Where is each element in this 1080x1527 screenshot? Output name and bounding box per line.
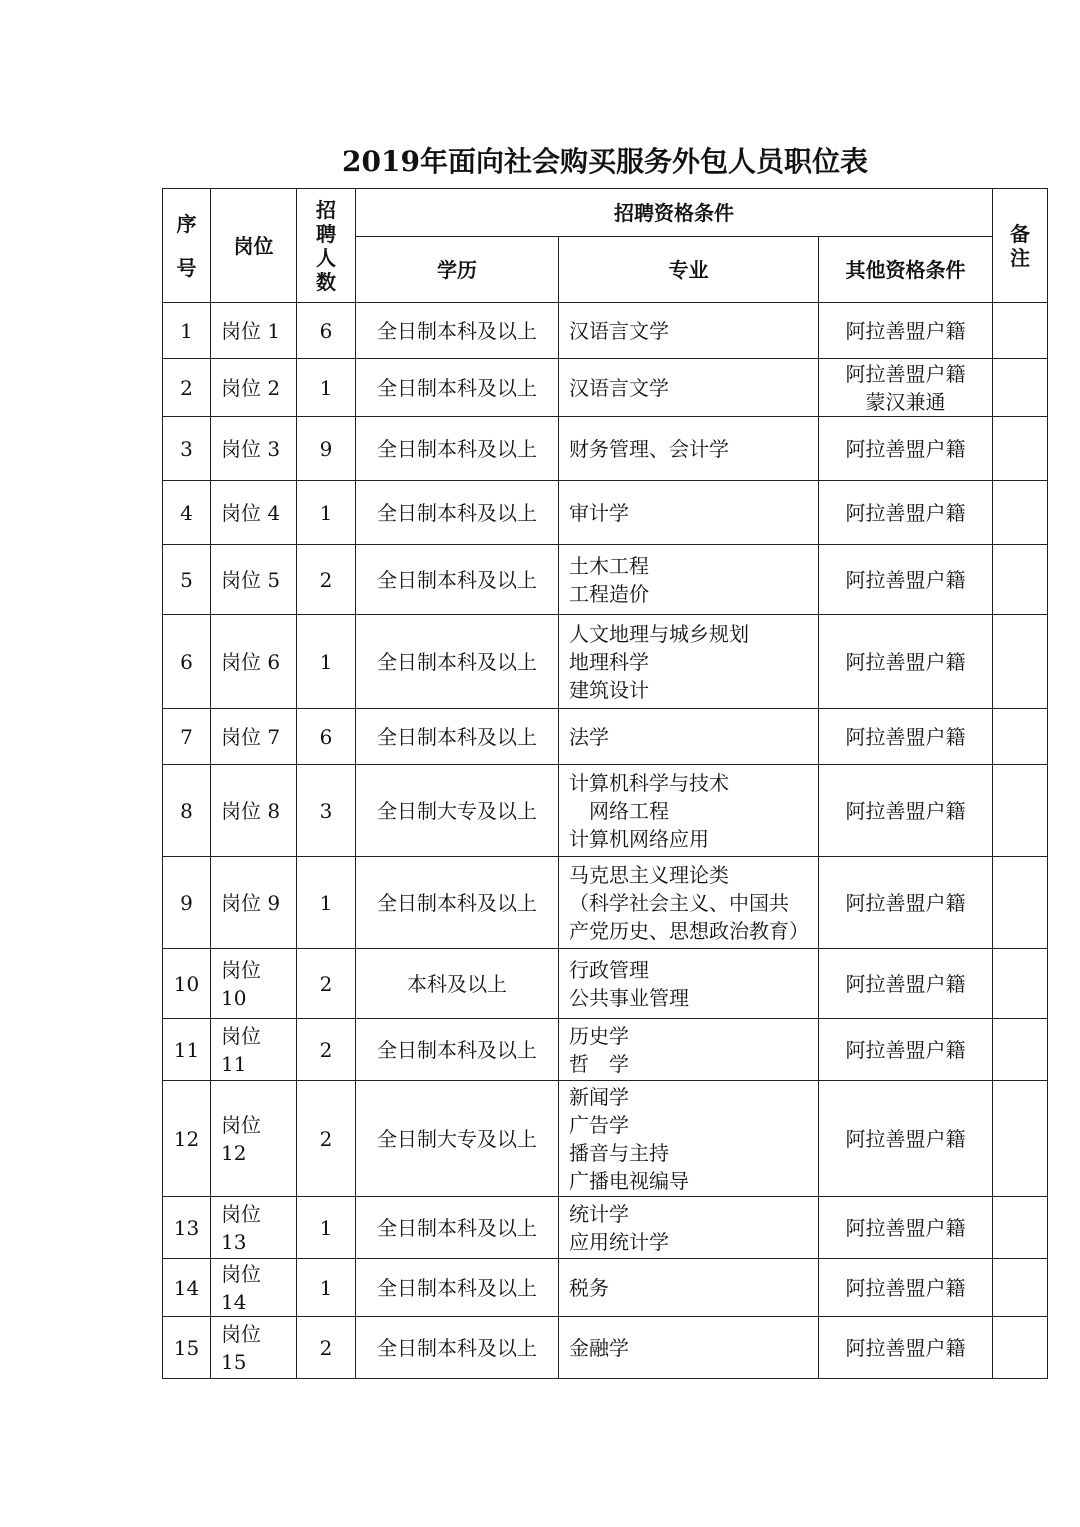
- cell-count: 1: [297, 1259, 356, 1317]
- cell-education: 全日制本科及以上: [356, 1197, 559, 1259]
- cell-other: 阿拉善盟户籍: [819, 545, 993, 615]
- cell-post: 岗位 9: [211, 857, 297, 949]
- cell-post: 岗位 1: [211, 303, 297, 359]
- cell-other: 阿拉善盟户籍: [819, 615, 993, 709]
- cell-remark: [993, 303, 1048, 359]
- table-row: [163, 545, 1048, 615]
- table-row: [163, 1019, 1048, 1081]
- cell-major: 马克思主义理论类 （科学社会主义、中国共 产党历史、思想政治教育）: [559, 857, 819, 949]
- cell-other: 阿拉善盟户籍 蒙汉兼通: [819, 359, 993, 417]
- cell-no: 11: [163, 1019, 211, 1081]
- table-row: [163, 857, 1048, 949]
- cell-no: 15: [163, 1317, 211, 1379]
- cell-major: 行政管理 公共事业管理: [559, 949, 819, 1019]
- cell-remark: [993, 857, 1048, 949]
- table-row: [163, 481, 1048, 545]
- cell-education: 全日制本科及以上: [356, 857, 559, 949]
- cell-major: 税务: [559, 1259, 819, 1317]
- header-row-1: [163, 189, 1048, 237]
- cell-post: 岗位 8: [211, 765, 297, 857]
- header-other: 其他资格条件: [819, 237, 993, 303]
- cell-major: 人文地理与城乡规划 地理科学 建筑设计: [559, 615, 819, 709]
- cell-education: 本科及以上: [356, 949, 559, 1019]
- cell-post: 岗位 2: [211, 359, 297, 417]
- cell-education: 全日制大专及以上: [356, 765, 559, 857]
- cell-major: 金融学: [559, 1317, 819, 1379]
- cell-post: 岗位 7: [211, 709, 297, 765]
- cell-count: 1: [297, 615, 356, 709]
- header-conditions: 招聘资格条件: [356, 189, 993, 237]
- table-row: [163, 303, 1048, 359]
- cell-major: 土木工程 工程造价: [559, 545, 819, 615]
- cell-major: 汉语言文学: [559, 359, 819, 417]
- table-row: [163, 765, 1048, 857]
- cell-remark: [993, 615, 1048, 709]
- cell-other: 阿拉善盟户籍: [819, 417, 993, 481]
- cell-education: 全日制本科及以上: [356, 303, 559, 359]
- cell-no: 4: [163, 481, 211, 545]
- table-row: [163, 615, 1048, 709]
- positions-table: [162, 188, 1048, 1379]
- cell-post: 岗位 12: [211, 1081, 297, 1197]
- cell-count: 2: [297, 545, 356, 615]
- cell-remark: [993, 481, 1048, 545]
- cell-no: 6: [163, 615, 211, 709]
- cell-no: 2: [163, 359, 211, 417]
- cell-other: 阿拉善盟户籍: [819, 1019, 993, 1081]
- cell-education: 全日制大专及以上: [356, 1081, 559, 1197]
- table-row: [163, 417, 1048, 481]
- table-row: [163, 1259, 1048, 1317]
- cell-remark: [993, 765, 1048, 857]
- cell-count: 2: [297, 1081, 356, 1197]
- cell-post: 岗位 11: [211, 1019, 297, 1081]
- cell-count: 1: [297, 1197, 356, 1259]
- cell-count: 6: [297, 303, 356, 359]
- cell-other: 阿拉善盟户籍: [819, 1259, 993, 1317]
- cell-education: 全日制本科及以上: [356, 615, 559, 709]
- cell-major: 历史学 哲 学: [559, 1019, 819, 1081]
- cell-count: 1: [297, 481, 356, 545]
- cell-education: 全日制本科及以上: [356, 1019, 559, 1081]
- cell-count: 6: [297, 709, 356, 765]
- table-row: [163, 709, 1048, 765]
- cell-no: 1: [163, 303, 211, 359]
- page-title: 2019年面向社会购买服务外包人员职位表: [342, 145, 868, 178]
- header-remark: 备 注: [993, 189, 1048, 303]
- cell-education: 全日制本科及以上: [356, 417, 559, 481]
- cell-other: 阿拉善盟户籍: [819, 1317, 993, 1379]
- cell-count: 9: [297, 417, 356, 481]
- cell-other: 阿拉善盟户籍: [819, 481, 993, 545]
- cell-remark: [993, 1081, 1048, 1197]
- header-education: 学历: [356, 237, 559, 303]
- cell-post: 岗位 13: [211, 1197, 297, 1259]
- cell-education: 全日制本科及以上: [356, 1317, 559, 1379]
- header-no: 序 号: [163, 189, 211, 303]
- cell-other: 阿拉善盟户籍: [819, 949, 993, 1019]
- cell-other: 阿拉善盟户籍: [819, 1197, 993, 1259]
- cell-post: 岗位 4: [211, 481, 297, 545]
- cell-post: 岗位 15: [211, 1317, 297, 1379]
- cell-major: 新闻学 广告学 播音与主持 广播电视编导: [559, 1081, 819, 1197]
- cell-major: 审计学: [559, 481, 819, 545]
- cell-remark: [993, 417, 1048, 481]
- cell-count: 2: [297, 1317, 356, 1379]
- cell-no: 10: [163, 949, 211, 1019]
- cell-post: 岗位 5: [211, 545, 297, 615]
- cell-education: 全日制本科及以上: [356, 545, 559, 615]
- cell-remark: [993, 949, 1048, 1019]
- cell-count: 2: [297, 949, 356, 1019]
- cell-no: 13: [163, 1197, 211, 1259]
- table-body: [163, 303, 1048, 1379]
- header-count: 招 聘 人 数: [297, 189, 356, 303]
- table-row: [163, 949, 1048, 1019]
- table-row: [163, 1317, 1048, 1379]
- cell-post: 岗位 10: [211, 949, 297, 1019]
- cell-education: 全日制本科及以上: [356, 481, 559, 545]
- cell-no: 7: [163, 709, 211, 765]
- cell-count: 1: [297, 857, 356, 949]
- cell-other: 阿拉善盟户籍: [819, 709, 993, 765]
- cell-count: 2: [297, 1019, 356, 1081]
- header-major: 专业: [559, 237, 819, 303]
- cell-count: 1: [297, 359, 356, 417]
- cell-post: 岗位 3: [211, 417, 297, 481]
- cell-education: 全日制本科及以上: [356, 359, 559, 417]
- cell-education: 全日制本科及以上: [356, 1259, 559, 1317]
- table-row: [163, 359, 1048, 417]
- cell-education: 全日制本科及以上: [356, 709, 559, 765]
- cell-no: 12: [163, 1081, 211, 1197]
- cell-no: 9: [163, 857, 211, 949]
- cell-major: 汉语言文学: [559, 303, 819, 359]
- header-post: 岗位: [211, 189, 297, 303]
- cell-major: 计算机科学与技术 网络工程 计算机网络应用: [559, 765, 819, 857]
- cell-remark: [993, 1259, 1048, 1317]
- cell-other: 阿拉善盟户籍: [819, 303, 993, 359]
- cell-major: 法学: [559, 709, 819, 765]
- cell-other: 阿拉善盟户籍: [819, 857, 993, 949]
- cell-post: 岗位 14: [211, 1259, 297, 1317]
- cell-no: 8: [163, 765, 211, 857]
- cell-remark: [993, 545, 1048, 615]
- cell-count: 3: [297, 765, 356, 857]
- cell-major: 财务管理、会计学: [559, 417, 819, 481]
- cell-no: 14: [163, 1259, 211, 1317]
- cell-other: 阿拉善盟户籍: [819, 1081, 993, 1197]
- table-row: [163, 1197, 1048, 1259]
- cell-remark: [993, 1317, 1048, 1379]
- cell-remark: [993, 359, 1048, 417]
- cell-no: 3: [163, 417, 211, 481]
- table-row: [163, 1081, 1048, 1197]
- cell-remark: [993, 1197, 1048, 1259]
- cell-major: 统计学 应用统计学: [559, 1197, 819, 1259]
- cell-post: 岗位 6: [211, 615, 297, 709]
- cell-other: 阿拉善盟户籍: [819, 765, 993, 857]
- cell-remark: [993, 1019, 1048, 1081]
- cell-remark: [993, 709, 1048, 765]
- cell-no: 5: [163, 545, 211, 615]
